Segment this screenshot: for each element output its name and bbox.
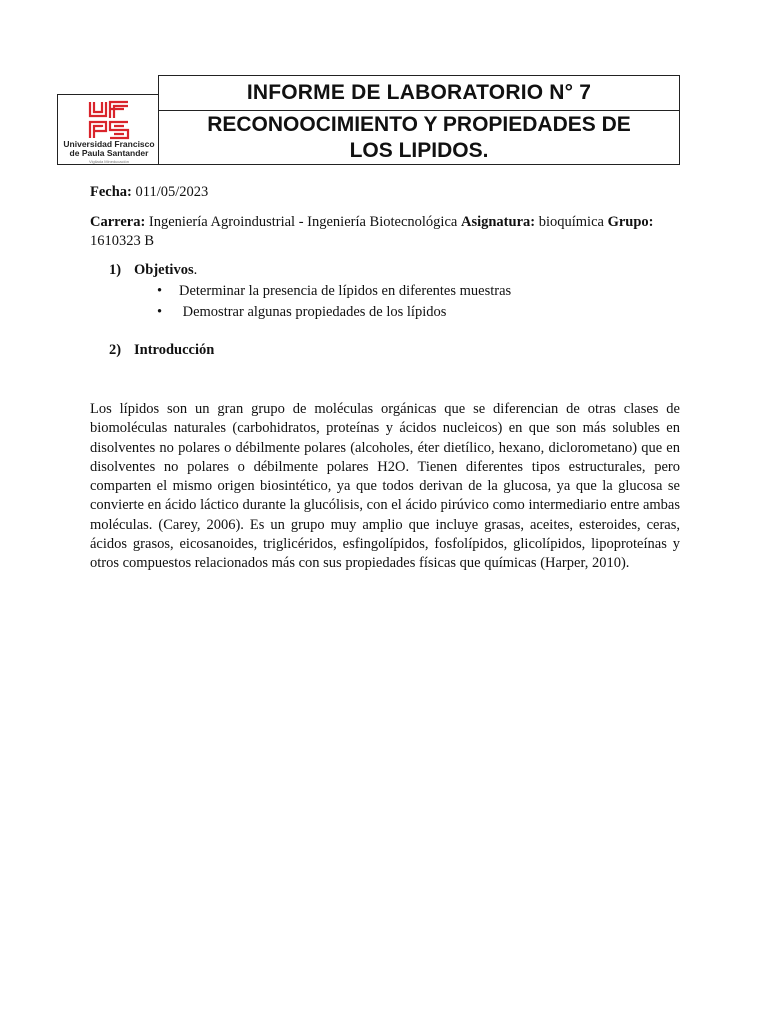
objetivo-text: Demostrar algunas propiedades de los lípidos: [179, 304, 447, 320]
grupo-value: 1610323 B: [90, 233, 155, 249]
objetivo-bullet: [157, 282, 511, 301]
section-number: 2): [109, 342, 122, 358]
objetivo-bullet: [157, 303, 446, 322]
bullet-icon: •: [157, 304, 163, 320]
fecha-label: Fecha:: [90, 184, 132, 200]
university-name-line-2: de Paula Santander: [69, 148, 149, 158]
report-subtitle: RECONOOCIMIENTO Y PROPIEDADES DE LOS LIPIDOS.: [158, 110, 680, 165]
section-introduccion-heading: [109, 342, 214, 359]
university-name-line-1: Universidad Francisco: [63, 139, 155, 149]
carrera-value: Ingeniería Agroindustrial - Ingeniería Biotecnológica: [145, 214, 461, 230]
carrera-label: Carrera:: [90, 214, 146, 230]
carrera-line: [90, 213, 690, 251]
university-tagline: Vigilada Mineducación: [89, 159, 129, 164]
fecha-value: 011/05/2023: [131, 184, 209, 200]
grupo-label: Grupo:: [607, 214, 654, 230]
bullet-icon: •: [157, 283, 163, 299]
asignatura-value: bioquímica: [535, 214, 608, 230]
university-name: [60, 140, 158, 158]
section-title-suffix: .: [193, 262, 198, 278]
section-title: Introducción: [134, 342, 215, 358]
asignatura-label: Asignatura:: [460, 214, 536, 230]
introduccion-paragraph: Los lípidos son un gran grupo de moléculas orgánicas que se diferencian de otras clases de biomoléculas naturales (carbohidratos, proteínas y ácidos nucleicos) en que son más solubles en disolventes no polares o débilmente polares (alcoholes, éter dietílico, hexano, diclorometano) que en disolventes no polares o débilmente polares H2O. Tienen diferentes tipos estructurales, pero comparten el mismo origen biosintético, ya que todos derivan de la glucosa, ya que la glucosa se convierte en ácido láctico durante la glucólisis, con el ácido pirúvico como intermediario entre ambas moléculas. (Carey, 2006). Es un grupo muy amplio que incluye grasas, aceites, esteroides, ceras, ácidos grasos, eicosanoides, triglicéridos, esfingolípidos, fosfolípidos, glicolípidos, lipoproteínas y otros compuestos relacionados más con sus propiedades físicas que químicas (Harper, 2010).: [90, 401, 680, 572]
section-number: 1): [109, 262, 122, 278]
section-objetivos-heading: [109, 262, 197, 279]
report-title: INFORME DE LABORATORIO N° 7: [158, 75, 680, 111]
header-table: [57, 75, 680, 165]
university-logo: [57, 94, 159, 165]
objetivo-text: Determinar la presencia de lípidos en diferentes muestras: [179, 283, 512, 299]
ufps-monogram-icon: [88, 100, 130, 140]
fecha-line: [90, 183, 690, 202]
section-title: Objetivos: [134, 262, 194, 278]
